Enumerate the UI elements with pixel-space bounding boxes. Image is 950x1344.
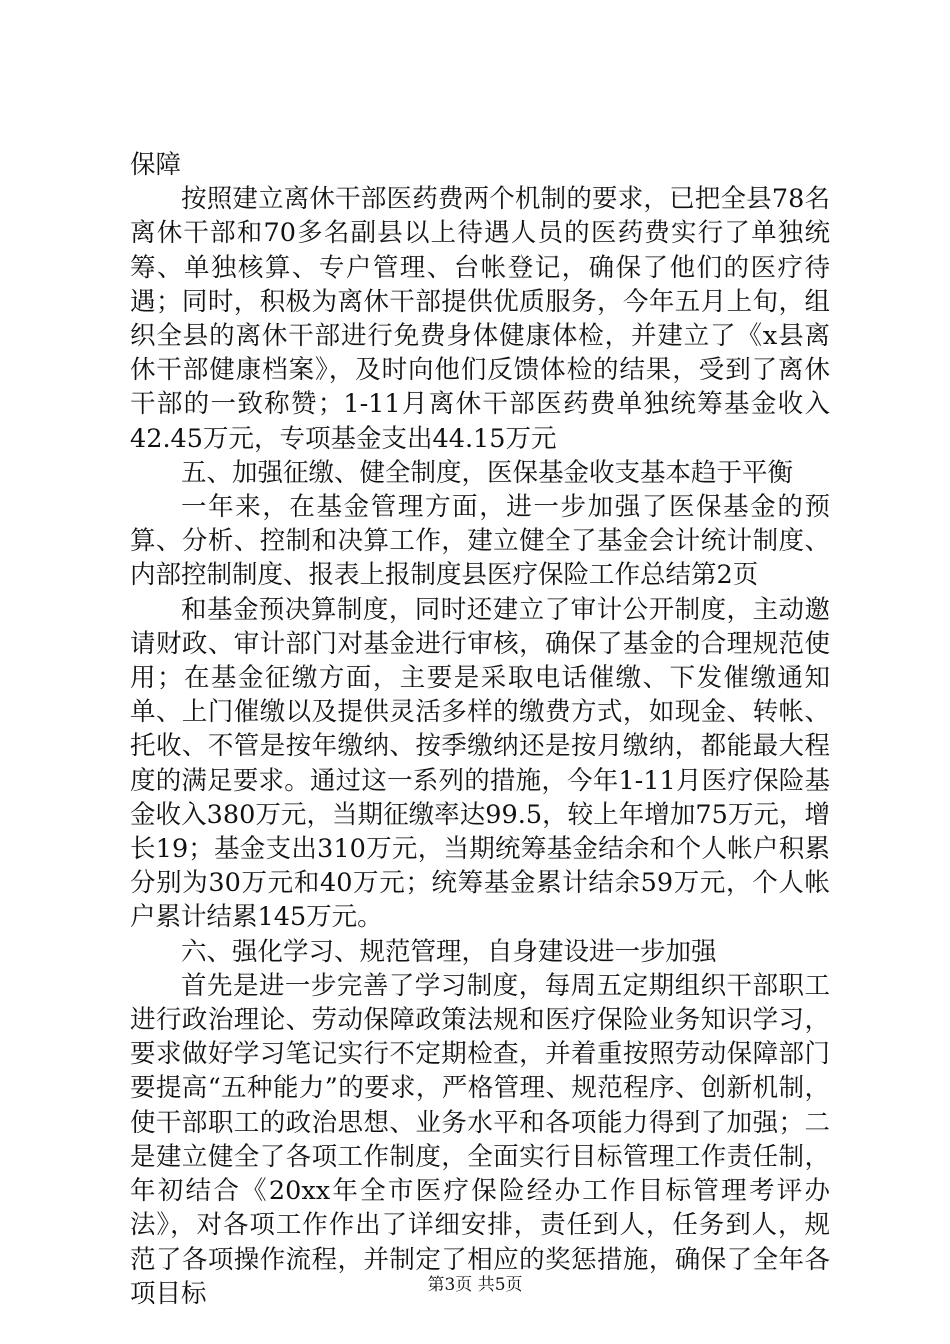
paragraph-fund-collection: 和基金预决算制度，同时还建立了审计公开制度，主动邀请财政、审计部门对基金进行审核，确保了基金的合理规范使用；在基金征缴方面，主要是采取电话催缴、下发催缴通知单、上门催缴以及提供灵活多样的缴费方式，如现金、转帐、托收、不管是按年缴纳、按季缴纳还是按月缴纳，都能最大程度的满足要求。通过这一系列的措施，今年1-11月医疗保险基金收入380万元，当期征缴率达99.5，较上年增加75万元，增长19；基金支出310万元，当期统筹基金结余和个人帐户积累分别为30万元和40万元；统筹基金累计结余59万元，个人帐户累计结累145万元。 (130, 594, 830, 933)
section-heading-6: 六、强化学习、规范管理，自身建设进一步加强 (181, 936, 717, 967)
section-heading-5: 五、加强征缴、健全制度，医保基金收支基本趋于平衡 (181, 457, 794, 488)
document-body (130, 148, 830, 1311)
page-number-footer: 第3页 共5页 (427, 1275, 523, 1295)
paragraph-learning-system: 首先是进一步完善了学习制度，每周五定期组织干部职工进行政治理论、劳动保障政策法规和医疗保险业务知识学习，要求做好学习笔记实行不定期检查，并着重按照劳动保障部门要提高“五种能力”的要求，严格管理、规范程序、创新机制，使干部职工的政治思想、业务水平和各项能力得到了加强；二是建立健全了各项工作制度，全面实行目标管理工作责任制，年初结合《20xx年全市医疗保险经办工作目标管理考评办法》，对各项工作作出了详细安排，责任到人，任务到人，规范了各项操作流程，并制定了相应的奖惩措施，确保了全年各项目标 (130, 970, 830, 1309)
paragraph-fund-management: 一年来，在基金管理方面，进一步加强了医保基金的预算、分析、控制和决算工作，建立健全了基金会计统计制度、内部控制制度、报表上报制度县医疗保险工作总结第2页 (130, 492, 830, 591)
paragraph-continuation: 保障 (130, 150, 182, 180)
paragraph-retired-cadres-medical: 按照建立离休干部医药费两个机制的要求，已把全县78名离休干部和70多名副县以上待遇人员的医药费实行了单独统筹、单独核算、专户管理、台帐登记，确保了他们的医疗待遇；同时，积极为离休干部提供优质服务，今年五月上旬，组织全县的离休干部进行免费身体健康体检，并建立了《x县离休干部健康档案》，及时向他们反馈体检的结果，受到了离休干部的一致称赞；1-11月离休干部医药费单独统筹基金收入42.45万元，专项基金支出44.15万元 (130, 184, 830, 454)
